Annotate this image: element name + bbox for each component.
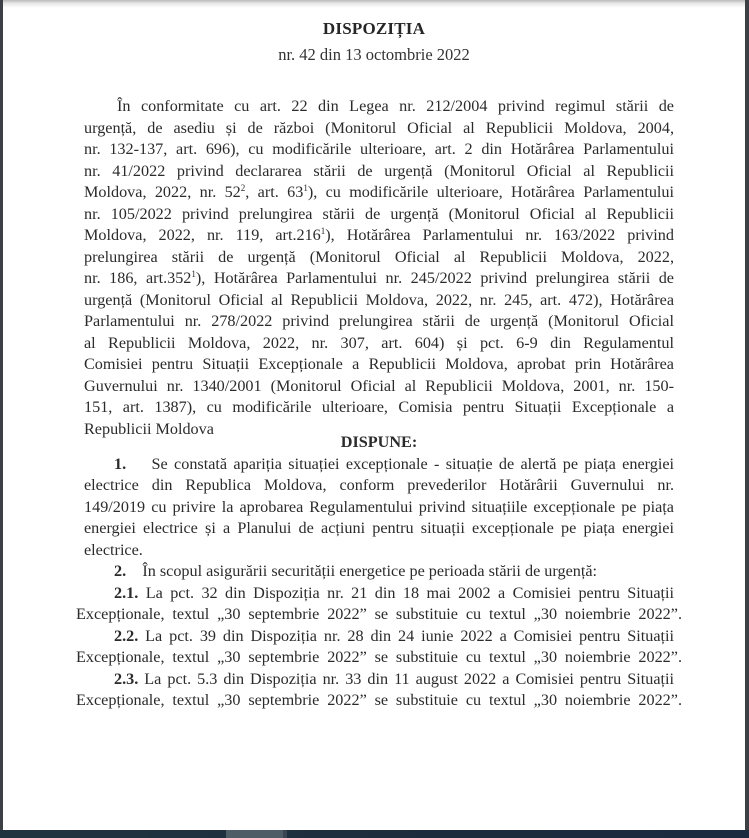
subitem-2-1-line [84,583,674,605]
subitem-number: 2.2. [114,626,139,645]
superscript: 2 [240,183,246,193]
item-1-line: energiei electrice și a Planului de acțiuni pentru situații excepționale pe piața energiei [84,519,674,537]
viewer-right-border [745,0,749,830]
subitem-2-3-line [84,669,674,691]
preamble-line: urgență, de asediu și de război (Monitorul Oficial al Republicii Moldova, 2004, [84,118,674,137]
preamble-line: prelungirea stării de urgență (Monitorul Oficial al Republicii Moldova, 2022, [84,247,674,266]
item-2-line [84,561,674,583]
text-run: La pct. 39 din Dispoziția nr. 28 din 24 iunie 2022 a Comisiei pentru Situații [145,626,675,645]
taskbar [0,830,749,838]
item-1-line: 149/2019 cu privire la aprobarea Regulamentului privind situațiile excepționale pe piața [84,497,674,516]
dispune-heading: DISPUNE: [340,433,418,451]
text-run: ), cu modificările ulterioare, Hotărârea Parlamentului [307,183,675,201]
taskbar-separator [283,830,287,838]
item-1-line: electrice. [84,540,143,559]
preamble-line: 151, art. 1387), cu modificările ulterioare, Comisia pentru Situații Excepționale a [84,398,674,416]
preamble-line: nr. 105/2022 privind prelungirea stării de urgență (Monitorul Oficial al Republicii [84,204,674,223]
subitem-2-2-line: Excepționale, textul „30 septembrie 2022” se substituie cu textul „30 noiembrie 2022”. [76,648,682,666]
text-run: În scopul asigurării securității energetice pe perioada stării de urgență: [142,562,598,580]
preamble-line: urgență (Monitorul Oficial al Republicii Moldova, 2022, nr. 245, art. 472), Hotărârea [84,290,674,309]
superscript: 1 [320,226,326,236]
subitem-2-3-line: Excepționale, textul „30 septembrie 2022” se substituie cu textul „30 noiembrie 2022”. [76,691,682,709]
item-1-line [84,454,674,476]
subitem-2-2-line [84,626,674,648]
dispositive-section [76,432,682,712]
subitem-2-1-line: Excepționale, textul „30 septembrie 2022” se substituie cu textul „30 noiembrie 2022”. [76,605,682,623]
preamble-line: Republicii Moldova [84,419,214,438]
preamble-line: Comisiei pentru Situații Excepționale a Republicii Moldova, aprobat prin Hotărârea [84,355,674,373]
preamble-line [84,268,674,290]
superscript: 1 [191,269,196,279]
preamble-line [84,225,674,247]
text-run: , art. 63 [245,183,304,201]
item-1-line: electrice din Republica Moldova, conform prevederilor Hotărârii Guvernului nr. [84,476,674,494]
text-run: ), Hotărârea Parlamentului nr. 163/2022 privind [325,226,674,244]
superscript: 1 [303,183,308,193]
text-run: La pct. 32 din Dispoziția nr. 21 din 18 mai 2002 a Comisiei pentru Situații [145,583,674,602]
text-run: Se constată apariția situației excepționale - situație de alertă pe piața energiei [151,454,675,473]
preamble-line: al Republicii Moldova, 2022, nr. 307, art. 604) și pct. 6-9 din Regulamentul [84,333,674,352]
subitem-number: 2.1. [114,583,139,602]
text-run: ), Hotărârea Parlamentului nr. 245/2022 privind prelungirea stării de [195,269,674,287]
taskbar-window-tab[interactable] [226,830,283,838]
text-run: nr. 186, art.352 [84,269,192,287]
page-top-shadow [3,0,745,8]
preamble-paragraph [84,96,674,440]
preamble-line: În conformitate cu art. 22 din Legea nr. 212/2004 privind regimul stării de [117,97,674,115]
text-run: La pct. 5.3 din Dispoziția nr. 33 din 11 august 2022 a Comisiei pentru Situații [144,669,675,688]
text-run: Moldova, 2022, nr. 119, art.216 [84,226,321,244]
preamble-line [84,182,674,204]
text-run: Moldova, 2022, nr. 52 [84,183,241,201]
item-number: 1. [114,454,127,473]
preamble-line: Guvernului nr. 1340/2001 (Monitorul Oficial al Republicii Moldova, 2001, nr. 150- [84,376,674,395]
document-title: DISPOZIȚIA [322,19,426,38]
preamble-line: Parlamentului nr. 278/2022 privind prelungirea stării de urgență (Monitorul Oficial [84,312,674,330]
document-page [3,0,745,830]
preamble-line: nr. 41/2022 privind declararea stării de urgență (Monitorul Oficial al Republicii [84,161,674,180]
subitem-number: 2.3. [114,669,139,688]
item-number: 2. [114,562,127,580]
preamble-line: nr. 132-137, art. 696), cu modificările ulterioare, art. 2 din Hotărârea Parlamentului [84,140,674,158]
document-subtitle: nr. 42 din 13 octombrie 2022 [278,45,470,64]
